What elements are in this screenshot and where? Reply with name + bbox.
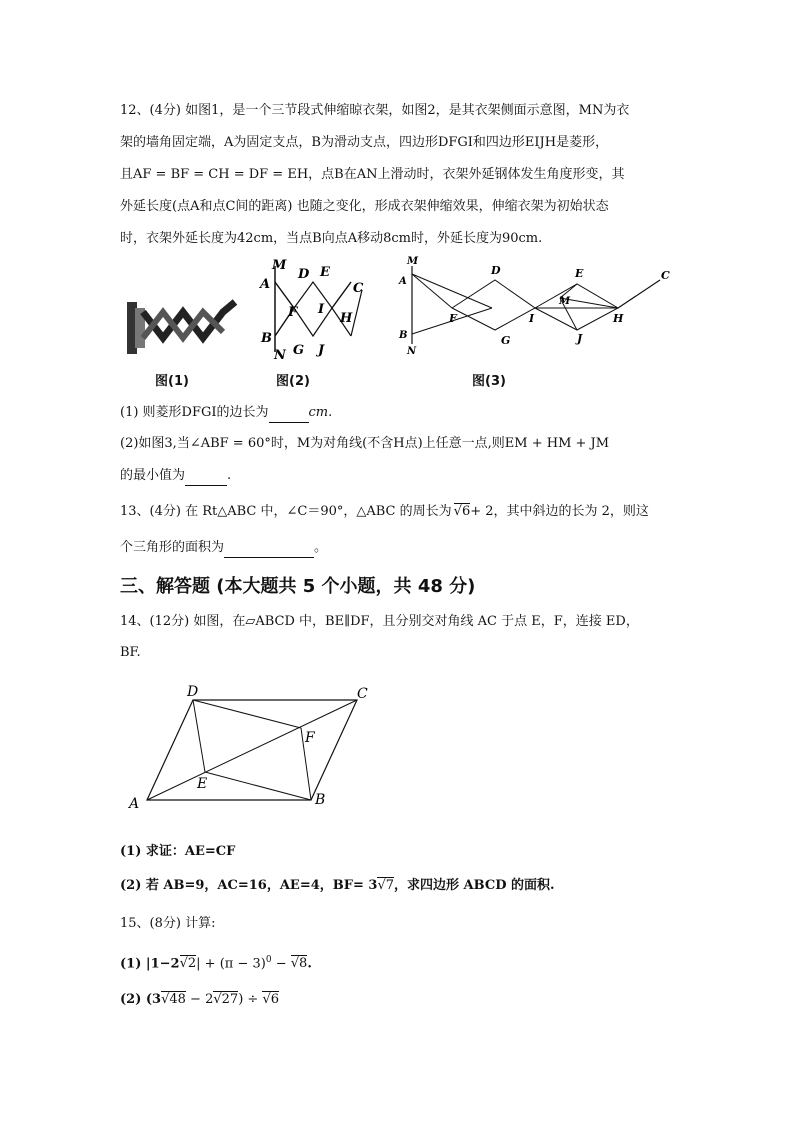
q13-line-2 [120, 538, 327, 558]
q12-line-1: 12、(4分) 如图1，是一个三节段式伸缩晾衣架，如图2，是其衣架侧面示意图，MN为衣 [120, 103, 630, 118]
sqrt-radicand: 2 [187, 956, 197, 972]
figure-3-diagram [395, 252, 680, 360]
q15-part-1-period: . [307, 956, 312, 972]
fig2-label: F [288, 305, 298, 320]
q14-label: D [187, 684, 199, 700]
figure-3-caption: 图(3) [472, 374, 506, 389]
sqrt-radicand: 8 [299, 956, 308, 972]
q14-label: F [305, 730, 315, 746]
q12-part-2-text: 的最小值为 [120, 468, 186, 483]
q14-label: C [357, 686, 368, 702]
answer-blank[interactable] [224, 543, 314, 558]
fig2-label: D [298, 267, 310, 282]
q12-part-2-cont [120, 466, 231, 486]
q15-part-1-minus: − [271, 956, 291, 972]
fig2-label: A [260, 277, 271, 292]
q12-line-5: 时，衣架外延长度为42cm，当点B向点A移动8cm时，外延长度为90cm. [120, 231, 543, 246]
fig3-label: I [529, 312, 535, 325]
fig3-label: H [613, 312, 624, 325]
sqrt-expression: √8 [290, 956, 308, 972]
fig3-label: N [407, 346, 417, 357]
q14-part-2 [120, 876, 555, 896]
q12-part-1-unit: cm. [308, 405, 333, 420]
q13-text-2: + 2，其中斜边的长为 2，则这 [470, 504, 649, 519]
fig3-label: C [661, 269, 670, 282]
fig3-label: B [399, 330, 408, 341]
q15-part-1-text-2: | + (π − 3) [196, 956, 266, 972]
q13-text: 13、(4分) 在 Rt△ABC 中，∠C＝90°，△ABC 的周长为 [120, 504, 452, 519]
q15-part-1 [120, 950, 312, 974]
sqrt-expression: √2 [179, 956, 197, 972]
q12-part-2: (2)如图3,当∠ABF = 60°时，M为对角线(不含H点)上任意一点,则EM + HM + JM [120, 436, 610, 451]
fig3-label: F [449, 312, 457, 325]
q14-label: B [315, 792, 326, 808]
q12-part-2-period: . [227, 468, 232, 483]
q12-part-1 [120, 403, 332, 423]
q12-line-4: 外延长度(点A和点C间的距离) 也随之变化，形成衣架伸缩效果，伸缩衣架为初始状态 [120, 199, 609, 214]
q14-parallelogram-figure [125, 682, 375, 812]
figure-2-caption: 图(2) [276, 374, 310, 389]
q14-line-2: BF. [120, 645, 141, 660]
sqrt-radicand: 6 [461, 504, 471, 519]
fig2-label: G [293, 343, 305, 358]
fig2-label: N [274, 348, 286, 362]
q14-part-2-text-2: ，求四边形 ABCD 的面积. [394, 878, 555, 893]
q14-part-2-text: (2) 若 AB=9，AC=16，AE=4，BF= 3 [120, 878, 378, 893]
sqrt-expression: √6 [262, 992, 280, 1007]
q15-part-2-divide: ) ÷ [238, 992, 263, 1007]
fig3-label: D [491, 264, 501, 277]
q15-part-2-minus: − 2 [185, 992, 214, 1007]
exponent: 0 [265, 955, 272, 965]
q12-part-1-text: (1) 则菱形DFGI的边长为 [120, 405, 269, 420]
q14-part-1: (1) 求证：AE=CF [120, 844, 236, 859]
fig3-label: M [559, 296, 571, 307]
sqrt-expression: √6 [453, 504, 471, 519]
fig3-label: A [399, 276, 407, 287]
q12-line-3: 且AF = BF = CH = DF = EH，点B在AN上滑动时，衣架外延钢体发生角度形变，其 [120, 167, 625, 182]
q15-part-1-text: (1) |1−2 [120, 956, 180, 972]
figure-1-caption: 图(1) [155, 374, 189, 389]
answer-blank[interactable] [269, 408, 309, 423]
sqrt-radicand: 48 [169, 992, 186, 1007]
fig2-label: C [353, 281, 364, 296]
fig3-label: M [407, 256, 419, 267]
sqrt-expression: √48 [161, 992, 186, 1007]
fig2-label: J [318, 343, 325, 358]
q13-period: 。 [314, 540, 328, 555]
q13-text-3: 个三角形的面积为 [120, 540, 225, 555]
fig2-label: E [320, 265, 330, 280]
sqrt-expression: √7 [377, 878, 395, 893]
sqrt-expression: √27 [213, 992, 239, 1007]
fig2-label: H [340, 311, 353, 326]
q14-line-1: 14、(12分) 如图，在▱ABCD 中，BE∥DF，且分别交对角线 AC 于点 E，F，连接 ED， [120, 614, 639, 629]
figure-1-rack-photo [125, 290, 240, 358]
q15-part-2 [120, 990, 279, 1010]
q15-line-1: 15、(8分) 计算: [120, 916, 216, 931]
fig2-label: I [318, 302, 325, 317]
figure-2-side-view [258, 256, 368, 362]
q12-line-2: 架的墙角固定端，A为固定支点，B为滑动支点，四边形DFGI和四边形EIJH是菱形， [120, 135, 609, 150]
sqrt-radicand: 7 [385, 878, 395, 893]
q14-label: E [197, 776, 208, 792]
fig3-label: J [577, 332, 583, 345]
fig3-label: G [501, 334, 511, 347]
q13-line-1 [120, 502, 649, 522]
q14-label: A [129, 796, 140, 812]
fig2-label: B [261, 331, 272, 346]
sqrt-radicand: 27 [221, 992, 239, 1007]
q15-part-2-text: (2) (3 [120, 992, 162, 1007]
answer-blank[interactable] [185, 471, 227, 486]
section-3-heading: 三、解答题 (本大题共 5 个小题，共 48 分) [120, 576, 476, 597]
fig3-label: E [575, 267, 584, 280]
fig2-label: M [272, 258, 287, 273]
sqrt-radicand: 6 [270, 992, 280, 1007]
